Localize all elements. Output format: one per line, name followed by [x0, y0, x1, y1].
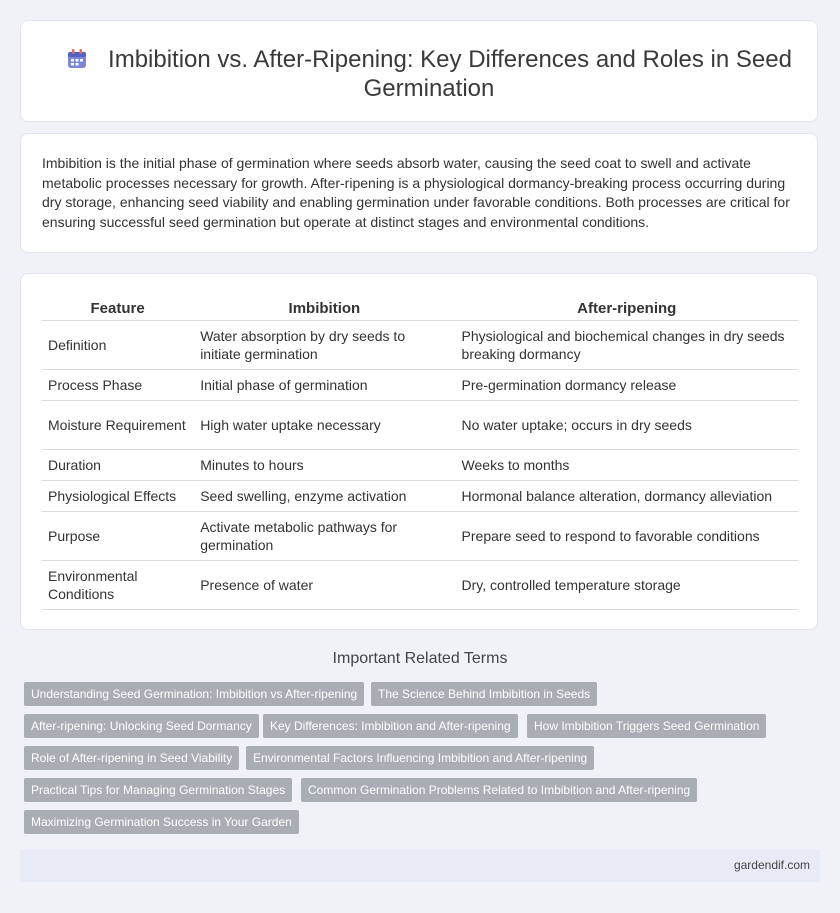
header-feature: Feature: [42, 296, 194, 321]
related-tag-link[interactable]: Environmental Factors Influencing Imbibition and After-ripening: [246, 746, 594, 770]
comparison-card: [20, 273, 818, 630]
comparison-table: [42, 296, 798, 610]
after-ripening-cell: Hormonal balance alteration, dormancy alleviation: [455, 481, 798, 512]
footer-site-name: gardendif.com: [733, 858, 810, 872]
after-ripening-cell: Weeks to months: [455, 450, 798, 481]
related-tag-link[interactable]: Maximizing Germination Success in Your Garden: [24, 810, 299, 834]
related-tag-link[interactable]: How Imbibition Triggers Seed Germination: [527, 714, 766, 738]
imbibition-cell: High water uptake necessary: [194, 401, 455, 450]
table-row: [42, 401, 798, 450]
after-ripening-cell: No water uptake; occurs in dry seeds: [455, 401, 798, 450]
imbibition-cell: Water absorption by dry seeds to initiate germination: [194, 321, 455, 370]
calendar-icon: [66, 48, 88, 70]
title-card: [20, 20, 818, 122]
intro-card: [20, 133, 818, 253]
footer: [20, 849, 820, 882]
header-imbibition: Imbibition: [194, 296, 455, 321]
related-tag-link[interactable]: Common Germination Problems Related to Imbibition and After-ripening: [301, 778, 697, 802]
intro-paragraph: Imbibition is the initial phase of germination where seeds absorb water, causing the seed coat to swell and activate metabolic processes necessary for growth. After-ripening is a physiological dormancy-breaking process occurring during dry storage, enhancing seed viability and enabling germination under favorable conditions. Both processes are critical for ensuring successful seed germination but operate at distinct stages and environmental conditions.: [42, 155, 790, 230]
related-terms-title: Important Related Terms: [332, 650, 508, 667]
table-row: [42, 321, 798, 370]
page-title-text: Imbibition vs. After-Ripening: Key Differences and Roles in Seed Germination: [108, 46, 792, 102]
after-ripening-cell: Pre-germination dormancy release: [455, 370, 798, 401]
table-row: [42, 512, 798, 561]
related-tag-link[interactable]: The Science Behind Imbibition in Seeds: [371, 682, 597, 706]
related-tag-link[interactable]: Key Differences: Imbibition and After-ripening: [263, 714, 518, 738]
imbibition-cell: Activate metabolic pathways for germination: [194, 512, 455, 561]
page-title: [61, 45, 797, 103]
imbibition-cell: Seed swelling, enzyme activation: [194, 481, 455, 512]
feature-cell: Physiological Effects: [42, 481, 194, 512]
table-row: [42, 450, 798, 481]
imbibition-cell: Presence of water: [194, 561, 455, 610]
related-tag-link[interactable]: After-ripening: Unlocking Seed Dormancy: [24, 714, 259, 738]
feature-cell: Process Phase: [42, 370, 194, 401]
feature-cell: Purpose: [42, 512, 194, 561]
after-ripening-cell: Physiological and biochemical changes in dry seeds breaking dormancy: [455, 321, 798, 370]
feature-cell: Environmental Conditions: [42, 561, 194, 610]
feature-cell: Moisture Requirement: [42, 401, 194, 450]
related-tag-link[interactable]: Understanding Seed Germination: Imbibition vs After-ripening: [24, 682, 364, 706]
imbibition-cell: Initial phase of germination: [194, 370, 455, 401]
related-tag-link[interactable]: Practical Tips for Managing Germination Stages: [24, 778, 292, 802]
table-row: [42, 481, 798, 512]
table-row: [42, 370, 798, 401]
table-row: [42, 561, 798, 610]
table-header-row: [42, 296, 798, 321]
after-ripening-cell: Prepare seed to respond to favorable conditions: [455, 512, 798, 561]
header-after-ripening: After-ripening: [455, 296, 798, 321]
after-ripening-cell: Dry, controlled temperature storage: [455, 561, 798, 610]
imbibition-cell: Minutes to hours: [194, 450, 455, 481]
feature-cell: Definition: [42, 321, 194, 370]
feature-cell: Duration: [42, 450, 194, 481]
related-tag-link[interactable]: Role of After-ripening in Seed Viability: [24, 746, 239, 770]
